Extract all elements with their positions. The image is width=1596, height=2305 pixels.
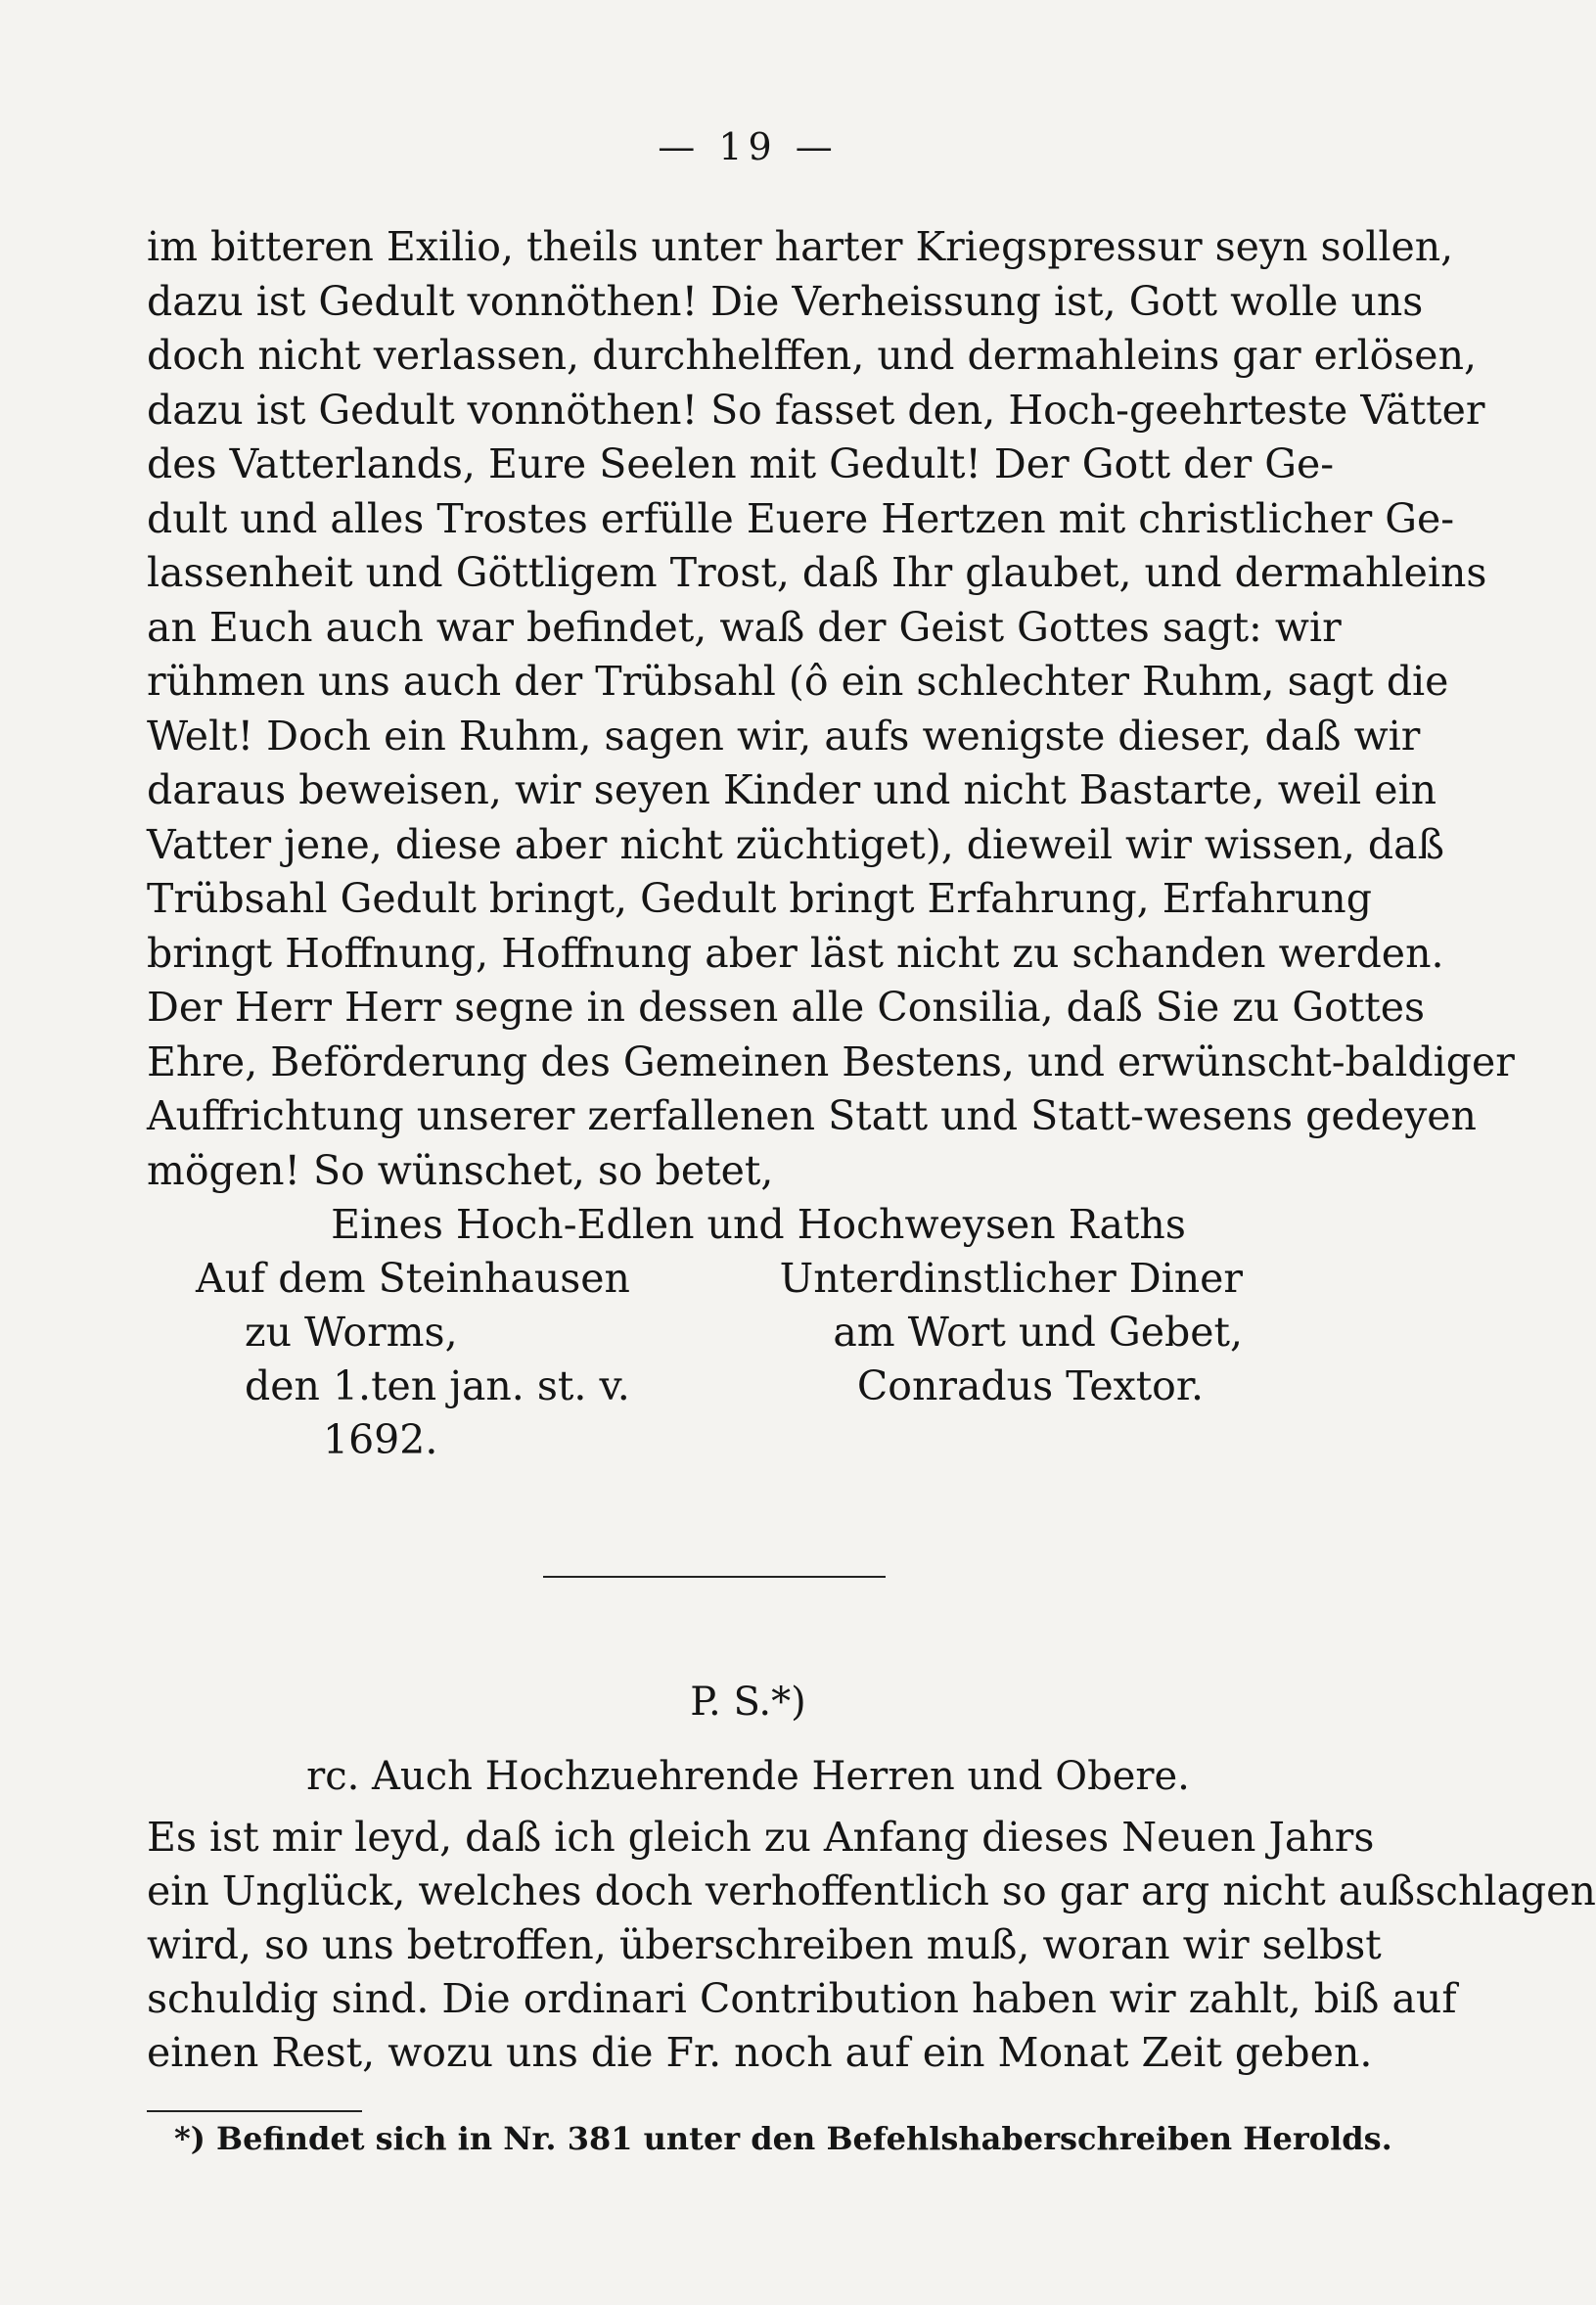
signature-city: zu Worms,: [245, 1309, 458, 1356]
signature-title: Unterdinstlicher Diner: [779, 1255, 1243, 1302]
postscript-salutation: rc. Auch Hochzuehrende Herren und Obere.: [306, 1754, 1190, 1799]
postscript-line: ein Unglück, welches doch verhoffentlich so gar arg nicht außschlagen: [147, 1867, 1596, 1914]
body-line: des Vatterlands, Eure Seelen mit Gedult! Der Gott der Ge-: [147, 440, 1335, 487]
body-line: dult und alles Trostes erfülle Euere Hertzen mit christlicher Ge-: [147, 494, 1455, 542]
postscript-line: einen Rest, wozu uns die Fr. noch auf ein Monat Zeit geben.: [147, 2029, 1373, 2076]
body-line: Der Herr Herr segne in dessen alle Consilia, daß Sie zu Gottes: [147, 984, 1426, 1031]
body-line: Welt! Doch ein Ruhm, sagen wir, aufs wenigste dieser, daß wir: [147, 712, 1421, 760]
signature-block: [147, 1198, 1331, 1467]
body-line: rühmen uns auch der Trübsahl (ô ein schlechter Ruhm, sagt die: [147, 658, 1449, 705]
postscript-line: wird, so uns betroffen, überschreiben muß, woran wir selbst: [147, 1921, 1382, 1968]
postscript-line: schuldig sind. Die ordinari Contribution haben wir zahlt, biß auf: [147, 1975, 1457, 2022]
footnote: *) Befindet sich in Nr. 381 unter den Befehlshaberschreiben Herolds.: [174, 2120, 1392, 2157]
body-line: doch nicht verlassen, durchhelffen, und dermahleins gar erlösen,: [147, 332, 1478, 379]
body-line: Vatter jene, diese aber nicht züchtiget), dieweil wir wissen, daß: [147, 820, 1444, 868]
footnote-divider: [147, 2110, 362, 2112]
postscript-heading: P. S.*): [690, 1680, 806, 1725]
signature-place: Auf dem Steinhausen: [196, 1255, 630, 1302]
section-divider: [543, 1576, 886, 1578]
signature-year: 1692.: [323, 1416, 438, 1463]
signature-date: den 1.ten jan. st. v.: [245, 1362, 630, 1409]
body-line: bringt Hoffnung, Hoffnung aber läst nicht zu schanden werden.: [147, 929, 1444, 977]
body-line: mögen! So wünschet, so betet,: [147, 1146, 774, 1194]
body-line: an Euch auch war befindet, waß der Geist Gottes sagt: wir: [147, 603, 1342, 651]
signature-office: am Wort und Gebet,: [833, 1309, 1243, 1356]
body-line: im bitteren Exilio, theils unter harter Kriegspressur seyn sollen,: [147, 223, 1454, 270]
body-line: lassenheit und Göttligem Trost, daß Ihr glaubet, und dermahleins: [147, 549, 1487, 596]
body-line: dazu ist Gedult vonnöthen! Die Verheissung ist, Gott wolle uns: [147, 277, 1424, 325]
body-line: Auffrichtung unserer zerfallenen Statt und Statt-wesens gedeyen: [147, 1092, 1477, 1139]
body-line: Trübsahl Gedult bringt, Gedult bringt Erfahrung, Erfahrung: [147, 875, 1372, 922]
body-line: daraus beweisen, wir seyen Kinder und nicht Bastarte, weil ein: [147, 766, 1437, 813]
signature-name: Conradus Textor.: [856, 1362, 1204, 1409]
postscript-body: [147, 1811, 1596, 2080]
page-number: — 19 —: [658, 125, 839, 168]
signature-heading: Eines Hoch-Edlen und Hochweysen Raths: [331, 1201, 1186, 1248]
postscript-line: Es ist mir leyd, daß ich gleich zu Anfang dieses Neuen Jahrs: [147, 1814, 1375, 1861]
body-line: Ehre, Beförderung des Gemeinen Bestens, und erwünscht-baldiger: [147, 1037, 1515, 1085]
letter-body: [147, 220, 1515, 1198]
body-line: dazu ist Gedult vonnöthen! So fasset den, Hoch-geehrteste Vätter: [147, 386, 1485, 434]
